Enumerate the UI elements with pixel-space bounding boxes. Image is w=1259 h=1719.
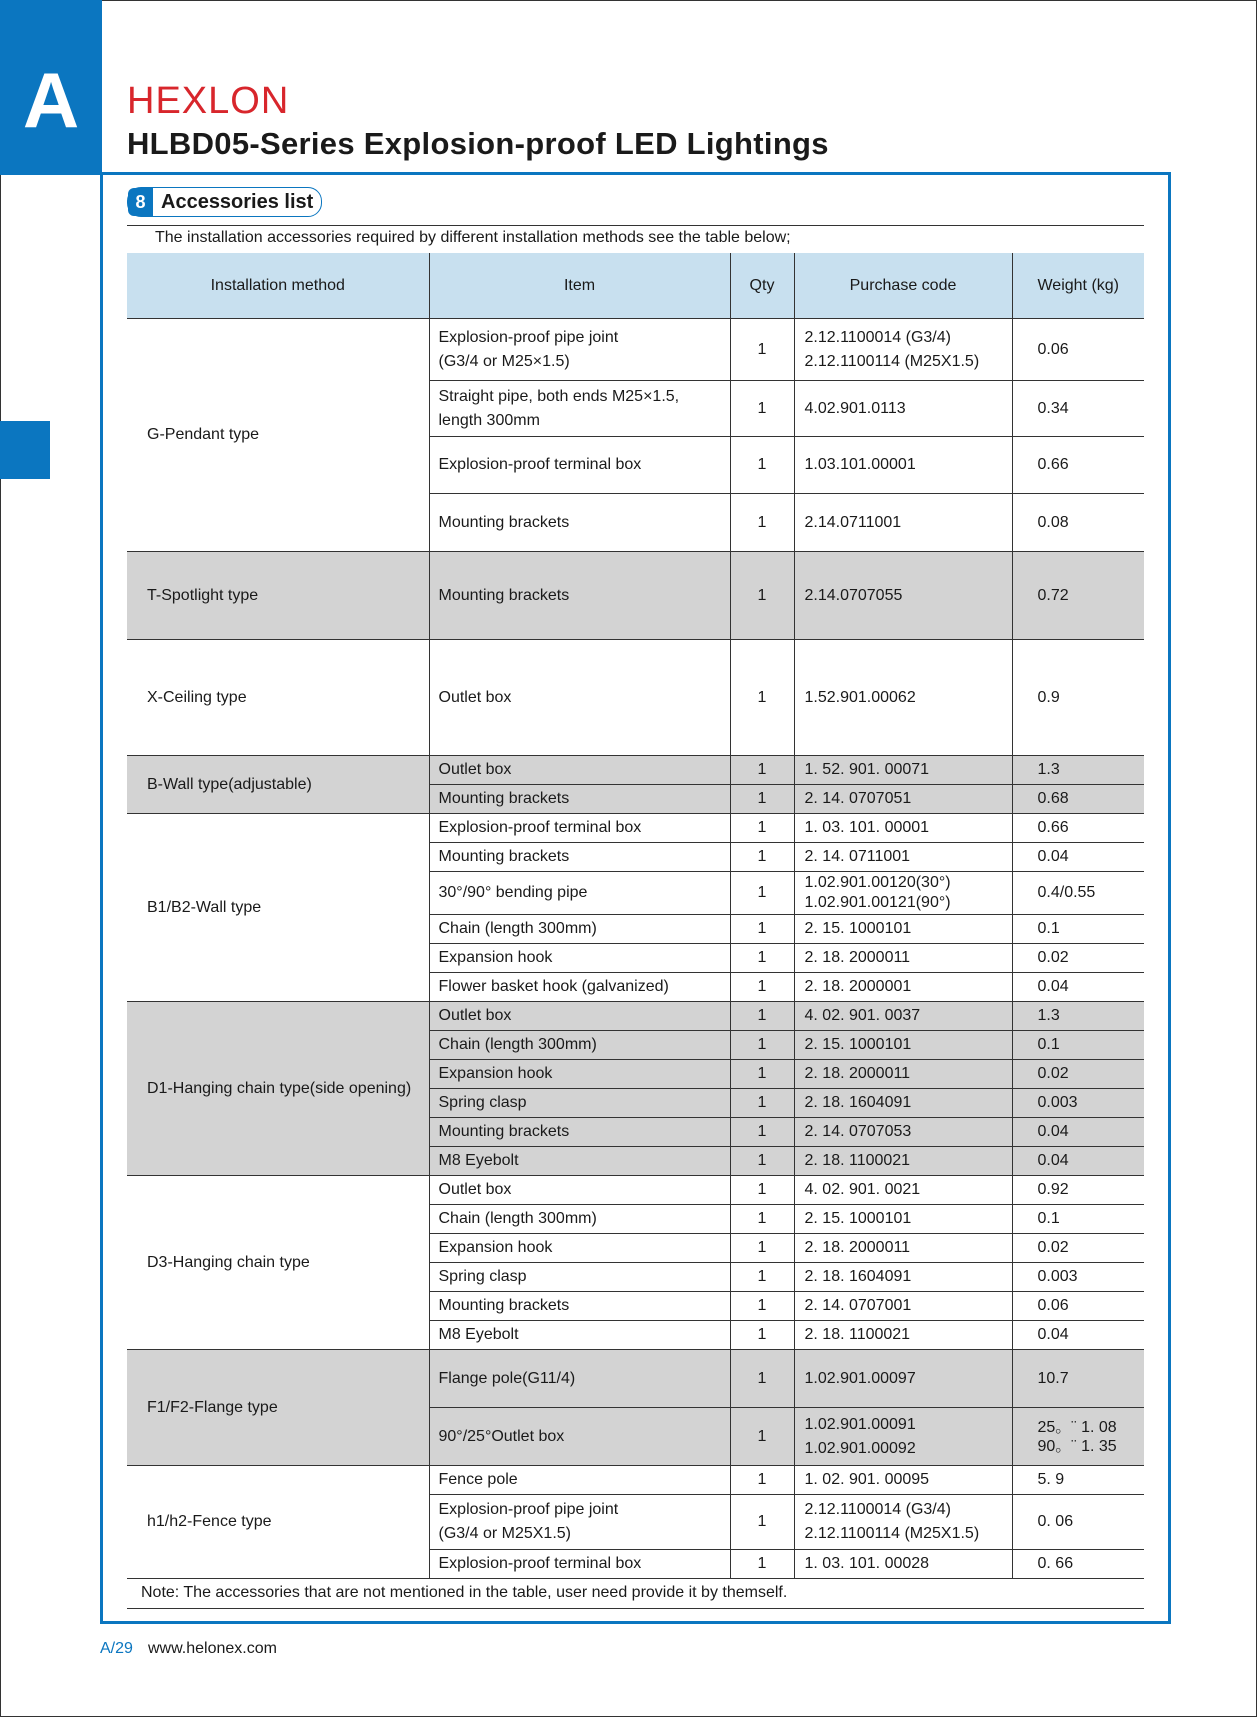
weight-text: 25。¨ 1. 08 [1037, 1418, 1117, 1436]
qty-cell: 1 [730, 552, 794, 640]
code-cell: 2. 18. 2000011 [794, 1234, 1012, 1263]
code-cell: 2. 18. 1604091 [794, 1089, 1012, 1118]
qty-cell: 1 [730, 944, 794, 973]
qty-cell: 1 [730, 1234, 794, 1263]
weight-cell: 0.08 [1012, 494, 1144, 552]
qty-cell: 1 [730, 1002, 794, 1031]
item-cell: Explosion-proof terminal box [429, 437, 730, 494]
weight-cell: 0.66 [1012, 437, 1144, 494]
item-cell: Expansion hook [429, 1234, 730, 1263]
qty-cell: 1 [730, 1205, 794, 1234]
item-cell: Outlet box [429, 1176, 730, 1205]
code-cell [794, 319, 1012, 381]
item-text: Straight pipe, both ends M25×1.5, [438, 387, 680, 405]
header-weight: Weight (kg) [1012, 253, 1144, 319]
weight-cell: 10.7 [1012, 1350, 1144, 1408]
item-cell: Explosion-proof terminal box [429, 814, 730, 843]
weight-cell: 0.92 [1012, 1176, 1144, 1205]
item-cell: 30°/90° bending pipe [429, 872, 730, 915]
item-cell: Flower basket hook (galvanized) [429, 973, 730, 1002]
section-header [127, 187, 322, 217]
weight-cell: 0.1 [1012, 915, 1144, 944]
code-cell [794, 872, 1012, 915]
qty-cell: 1 [730, 915, 794, 944]
header-code: Purchase code [794, 253, 1012, 319]
code-text: 2.12.1100114 (M25X1.5) [804, 352, 980, 370]
item-cell: Mounting brackets [429, 1118, 730, 1147]
item-cell: Expansion hook [429, 944, 730, 973]
qty-cell: 1 [730, 1321, 794, 1350]
code-cell: 2. 18. 1100021 [794, 1147, 1012, 1176]
weight-cell: 0.02 [1012, 944, 1144, 973]
code-cell: 1.03.101.00001 [794, 437, 1012, 494]
code-cell: 2. 14. 0707051 [794, 785, 1012, 814]
qty-cell: 1 [730, 1176, 794, 1205]
qty-cell: 1 [730, 494, 794, 552]
item-text: (G3/4 or M25×1.5) [438, 352, 570, 370]
item-text: Explosion-proof pipe joint [438, 1501, 619, 1518]
qty-cell: 1 [730, 843, 794, 872]
item-cell: Expansion hook [429, 1060, 730, 1089]
code-cell: 2. 14. 0707001 [794, 1292, 1012, 1321]
weight-cell: 0.04 [1012, 843, 1144, 872]
code-cell: 2. 14. 0711001 [794, 843, 1012, 872]
weight-cell: 0.02 [1012, 1234, 1144, 1263]
page-title: HLBD05-Series Explosion-proof LED Lightings [127, 126, 829, 161]
code-cell: 2. 18. 2000011 [794, 1060, 1012, 1089]
table-header-row [127, 253, 1144, 319]
weight-cell: 0. 06 [1012, 1495, 1144, 1550]
item-cell: Mounting brackets [429, 552, 730, 640]
code-cell: 1.02.901.00097 [794, 1350, 1012, 1408]
method-cell: G-Pendant type [127, 319, 429, 552]
item-cell: Outlet box [429, 640, 730, 756]
qty-cell: 1 [730, 437, 794, 494]
qty-cell: 1 [730, 640, 794, 756]
code-cell: 2. 15. 1000101 [794, 1205, 1012, 1234]
qty-cell: 1 [730, 381, 794, 437]
code-text: 2.12.1100014 (G3/4) [804, 328, 951, 346]
accessories-table [127, 253, 1144, 1579]
item-text: (G3/4 or M25X1.5) [438, 1525, 571, 1542]
qty-cell: 1 [730, 1550, 794, 1579]
table-note: Note: The accessories that are not mentioned in the table, user need provide it by themself. [141, 1584, 788, 1601]
method-cell: h1/h2-Fence type [127, 1466, 429, 1579]
qty-cell: 1 [730, 1118, 794, 1147]
item-cell: Fence pole [429, 1466, 730, 1495]
table-row [127, 1176, 1144, 1205]
weight-cell: 0.04 [1012, 1147, 1144, 1176]
table-row [127, 319, 1144, 381]
code-cell: 2. 18. 2000011 [794, 944, 1012, 973]
code-cell: 2. 18. 1604091 [794, 1263, 1012, 1292]
divider [127, 225, 1144, 226]
weight-cell: 0.1 [1012, 1205, 1144, 1234]
section-label: Accessories list [161, 190, 314, 213]
item-cell: Outlet box [429, 756, 730, 785]
weight-cell: 0.66 [1012, 814, 1144, 843]
code-cell: 2. 15. 1000101 [794, 915, 1012, 944]
item-text: length 300mm [438, 411, 540, 429]
item-cell: Mounting brackets [429, 785, 730, 814]
weight-cell: 0.34 [1012, 381, 1144, 437]
item-cell: M8 Eyebolt [429, 1147, 730, 1176]
code-text: 2.12.1100014 (G3/4) [804, 1501, 951, 1518]
qty-cell: 1 [730, 1292, 794, 1321]
method-cell: F1/F2-Flange type [127, 1350, 429, 1466]
code-cell: 1. 03. 101. 00001 [794, 814, 1012, 843]
side-marker [0, 421, 50, 479]
code-text: 2.12.1100114 (M25X1.5) [804, 1525, 980, 1542]
section-letter-tab: A [0, 0, 102, 175]
footer-url: www.helonex.com [148, 1640, 277, 1657]
divider [127, 1608, 1144, 1609]
table-row [127, 756, 1144, 785]
weight-cell: 0.04 [1012, 1118, 1144, 1147]
weight-cell: 0.003 [1012, 1089, 1144, 1118]
weight-cell: 0.4/0.55 [1012, 872, 1144, 915]
header-method: Installation method [127, 253, 429, 319]
qty-cell: 1 [730, 1466, 794, 1495]
weight-cell: 0.04 [1012, 1321, 1144, 1350]
weight-cell: 0.06 [1012, 319, 1144, 381]
code-cell: 1. 02. 901. 00095 [794, 1466, 1012, 1495]
table-row [127, 814, 1144, 843]
qty-cell: 1 [730, 319, 794, 381]
item-cell: Flange pole(G11/4) [429, 1350, 730, 1408]
table-row [127, 640, 1144, 756]
code-text: 1.02.901.00120(30°) [804, 874, 951, 891]
item-cell: Spring clasp [429, 1089, 730, 1118]
item-cell: 90°/25°Outlet box [429, 1408, 730, 1466]
item-cell: Mounting brackets [429, 843, 730, 872]
qty-cell: 1 [730, 1089, 794, 1118]
weight-cell: 0. 66 [1012, 1550, 1144, 1579]
item-cell: Chain (length 300mm) [429, 1031, 730, 1060]
header-item: Item [429, 253, 730, 319]
method-cell: B1/B2-Wall type [127, 814, 429, 1002]
qty-cell: 1 [730, 973, 794, 1002]
table-row [127, 1002, 1144, 1031]
weight-cell: 0.68 [1012, 785, 1144, 814]
qty-cell: 1 [730, 1263, 794, 1292]
weight-cell: 0.9 [1012, 640, 1144, 756]
code-text: 1.02.901.00091 [804, 1415, 916, 1433]
brand-logo: HEXLON [127, 80, 290, 122]
code-cell: 2.14.0711001 [794, 494, 1012, 552]
table-row [127, 1466, 1144, 1495]
item-cell: Mounting brackets [429, 1292, 730, 1321]
weight-cell: 1.3 [1012, 1002, 1144, 1031]
code-cell: 2. 15. 1000101 [794, 1031, 1012, 1060]
code-cell [794, 1495, 1012, 1550]
weight-cell: 1.3 [1012, 756, 1144, 785]
item-cell: Spring clasp [429, 1263, 730, 1292]
method-cell: D1-Hanging chain type(side opening) [127, 1002, 429, 1176]
code-cell [794, 1408, 1012, 1466]
qty-cell: 1 [730, 1031, 794, 1060]
item-cell: Chain (length 300mm) [429, 1205, 730, 1234]
weight-cell: 0.003 [1012, 1263, 1144, 1292]
weight-text: 90。¨ 1. 35 [1037, 1437, 1117, 1455]
code-cell: 1.52.901.00062 [794, 640, 1012, 756]
item-cell: Mounting brackets [429, 494, 730, 552]
item-cell [429, 381, 730, 437]
section-number: 8 [128, 188, 153, 216]
qty-cell: 1 [730, 1495, 794, 1550]
header-qty: Qty [730, 253, 794, 319]
code-text: 1.02.901.00121(90°) [804, 894, 951, 911]
item-cell: Outlet box [429, 1002, 730, 1031]
method-cell: X-Ceiling type [127, 640, 429, 756]
code-cell: 2. 18. 1100021 [794, 1321, 1012, 1350]
code-cell: 2. 14. 0707053 [794, 1118, 1012, 1147]
qty-cell: 1 [730, 756, 794, 785]
weight-cell: 0.04 [1012, 973, 1144, 1002]
method-cell: B-Wall type(adjustable) [127, 756, 429, 814]
item-cell: M8 Eyebolt [429, 1321, 730, 1350]
item-cell: Explosion-proof terminal box [429, 1550, 730, 1579]
code-cell: 4. 02. 901. 0021 [794, 1176, 1012, 1205]
weight-cell: 0.06 [1012, 1292, 1144, 1321]
weight-cell: 0.1 [1012, 1031, 1144, 1060]
table-row [127, 552, 1144, 640]
code-cell: 4. 02. 901. 0037 [794, 1002, 1012, 1031]
code-cell: 1. 03. 101. 00028 [794, 1550, 1012, 1579]
item-cell [429, 319, 730, 381]
qty-cell: 1 [730, 814, 794, 843]
code-cell: 4.02.901.0113 [794, 381, 1012, 437]
qty-cell: 1 [730, 785, 794, 814]
weight-cell: 0.02 [1012, 1060, 1144, 1089]
qty-cell: 1 [730, 1350, 794, 1408]
method-cell: D3-Hanging chain type [127, 1176, 429, 1350]
table-row [127, 1350, 1144, 1408]
qty-cell: 1 [730, 872, 794, 915]
weight-cell [1012, 1408, 1144, 1466]
qty-cell: 1 [730, 1147, 794, 1176]
item-cell: Chain (length 300mm) [429, 915, 730, 944]
qty-cell: 1 [730, 1060, 794, 1089]
code-cell: 1. 52. 901. 00071 [794, 756, 1012, 785]
code-text: 1.02.901.00092 [804, 1439, 916, 1457]
qty-cell: 1 [730, 1408, 794, 1466]
method-cell: T-Spotlight type [127, 552, 429, 640]
code-cell: 2. 18. 2000001 [794, 973, 1012, 1002]
item-text: Explosion-proof pipe joint [438, 328, 619, 346]
page-number: A/29 [100, 1640, 133, 1657]
item-cell [429, 1495, 730, 1550]
intro-text: The installation accessories required by different installation methods see the table below; [155, 229, 791, 246]
weight-cell: 5. 9 [1012, 1466, 1144, 1495]
code-cell: 2.14.0707055 [794, 552, 1012, 640]
weight-cell: 0.72 [1012, 552, 1144, 640]
